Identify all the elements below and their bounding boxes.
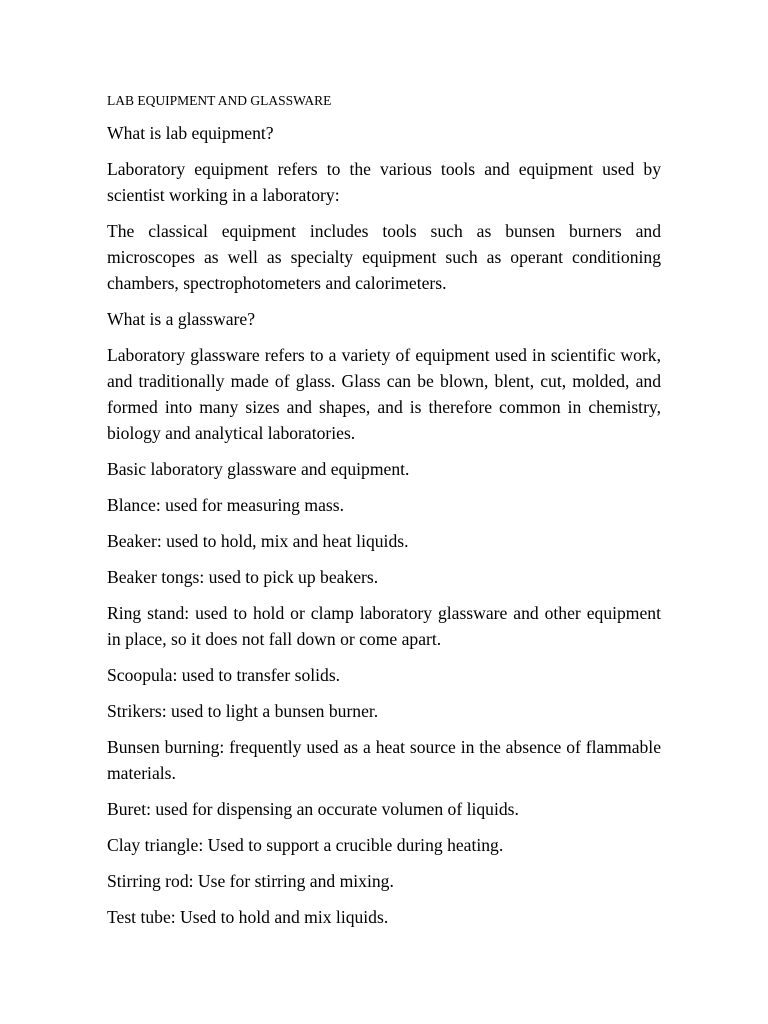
document-page: [107, 92, 661, 940]
question-glassware: What is a glassware?: [107, 309, 256, 329]
list-item-clay-triangle: Clay triangle: Used to support a crucible during heating.: [107, 835, 504, 855]
paragraph-classical-equipment: The classical equipment includes tools such as bunsen burners and microscopes as well as specialty equipment such as operant conditioning chambers, spectrophotometers and calorimeters.: [107, 221, 661, 293]
list-item-strikers: Strikers: used to light a bunsen burner.: [107, 701, 379, 721]
list-item-bunsen-burning: Bunsen burning: frequently used as a heat source in the absence of flammable materials.: [107, 737, 661, 783]
document-title: LAB EQUIPMENT AND GLASSWARE: [107, 93, 332, 108]
list-item-blance: Blance: used for measuring mass.: [107, 495, 344, 515]
paragraph-lab-equipment-definition: Laboratory equipment refers to the various tools and equipment used by scientist working in a laboratory:: [107, 159, 661, 205]
list-item-ring-stand: Ring stand: used to hold or clamp laboratory glassware and other equipment in place, so it does not fall down or come apart.: [107, 603, 661, 649]
section-heading-basic-equipment: Basic laboratory glassware and equipment.: [107, 459, 410, 479]
list-item-test-tube: Test tube: Used to hold and mix liquids.: [107, 907, 389, 927]
list-item-beaker: Beaker: used to hold, mix and heat liquids.: [107, 531, 409, 551]
question-lab-equipment: What is lab equipment?: [107, 123, 274, 143]
list-item-stirring-rod: Stirring rod: Use for stirring and mixing.: [107, 871, 394, 891]
paragraph-glassware-definition: Laboratory glassware refers to a variety of equipment used in scientific work, and traditionally made of glass. Glass can be blown, blent, cut, molded, and formed into many sizes and shapes, and is therefore common in chemistry, biology and analytical laboratories.: [107, 345, 661, 443]
list-item-beaker-tongs: Beaker tongs: used to pick up beakers.: [107, 567, 379, 587]
list-item-scoopula: Scoopula: used to transfer solids.: [107, 665, 341, 685]
list-item-buret: Buret: used for dispensing an occurate volumen of liquids.: [107, 799, 519, 819]
